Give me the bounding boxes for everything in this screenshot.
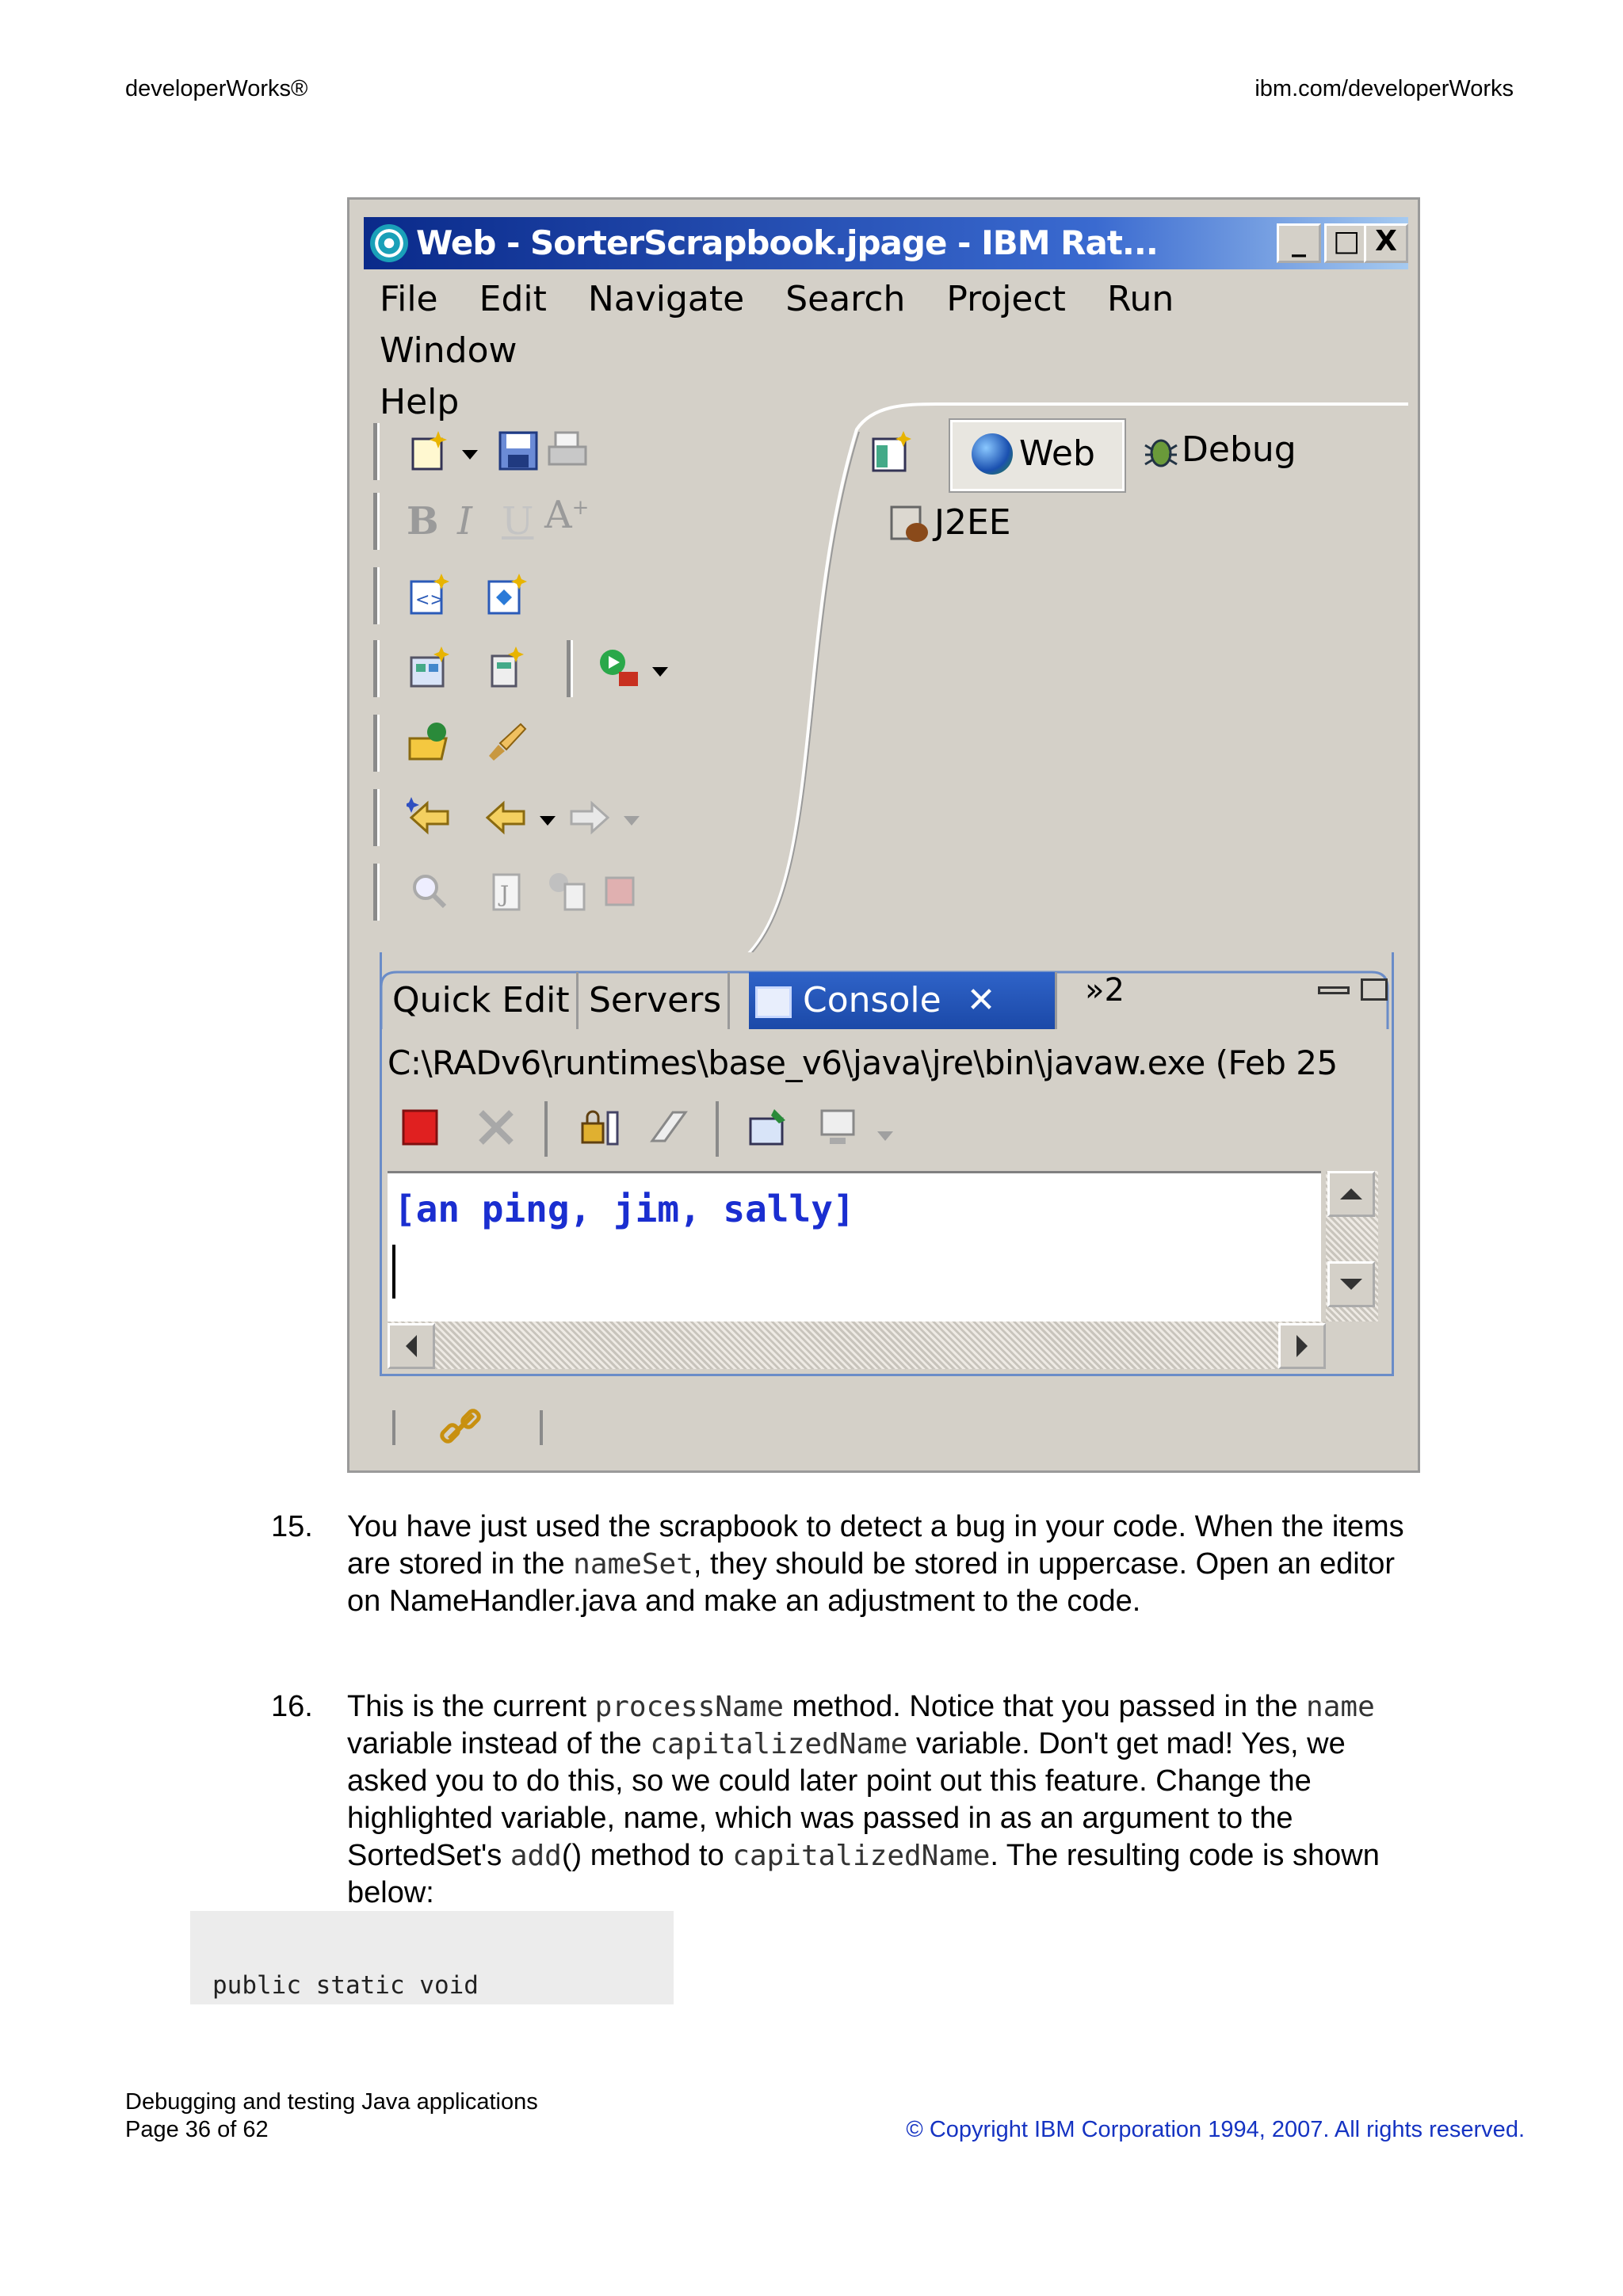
close-button[interactable]: X — [1364, 223, 1408, 263]
java-file-icon[interactable] — [484, 868, 530, 914]
save-icon[interactable] — [495, 428, 541, 474]
underline-icon[interactable]: U — [502, 499, 534, 543]
dropdown-arrow-icon[interactable] — [624, 816, 640, 826]
console-output[interactable] — [388, 1171, 1321, 1324]
menu-search[interactable]: Search — [785, 279, 906, 319]
toolbar-grip[interactable] — [373, 423, 380, 480]
java-bean-icon — [887, 502, 934, 547]
tab-console[interactable]: Console ✕ — [749, 972, 1057, 1029]
display-console-icon[interactable] — [815, 1104, 861, 1150]
brush-icon[interactable] — [484, 719, 530, 765]
toolbar-grip[interactable] — [373, 640, 380, 697]
minimize-view-icon[interactable] — [1318, 986, 1350, 994]
maximize-button[interactable]: □ — [1324, 223, 1369, 263]
window-title: Web - SorterScrapbook.jpage - IBM Rat... — [416, 223, 1158, 262]
perspective-debug[interactable]: Debug — [1140, 429, 1296, 472]
new-project-icon[interactable] — [407, 645, 453, 691]
scroll-down-button[interactable] — [1327, 1261, 1375, 1307]
last-edit-icon[interactable] — [407, 794, 453, 840]
toolbar-grip[interactable] — [373, 715, 380, 772]
dropdown-arrow-icon[interactable] — [877, 1131, 893, 1141]
minimize-button[interactable]: _ — [1277, 223, 1321, 263]
ide-screenshot — [347, 197, 1420, 1473]
link-icon[interactable] — [438, 1404, 484, 1450]
open-folder-icon[interactable] — [407, 719, 453, 765]
print-icon[interactable] — [544, 428, 590, 474]
menu-edit[interactable]: Edit — [479, 279, 547, 319]
bug-icon — [1140, 431, 1182, 472]
app-icon — [370, 224, 408, 262]
header-brand: developerWorks® — [125, 76, 308, 101]
back-icon[interactable] — [483, 794, 529, 840]
step-number: 15. — [271, 1510, 313, 1543]
perspective-j2ee[interactable]: J2EE — [887, 502, 1011, 547]
scroll-left-button[interactable] — [388, 1323, 435, 1369]
overflow-tabs[interactable]: »2 — [1085, 972, 1125, 1009]
toolbar-grip[interactable] — [373, 493, 380, 550]
menu-help[interactable]: Help — [380, 382, 460, 422]
header-site: ibm.com/developerWorks — [1254, 76, 1514, 101]
new-html-icon[interactable] — [407, 572, 453, 618]
tab-servers[interactable]: Servers — [582, 972, 730, 1029]
console-process-label: C:\RADv6\runtimes\base_v6\java\jre\bin\javaw.exe (Feb 25 — [388, 1043, 1338, 1082]
toolbar-grip[interactable] — [373, 789, 380, 846]
pin-console-icon[interactable] — [746, 1104, 792, 1150]
dropdown-arrow-icon[interactable] — [652, 667, 668, 677]
scroll-up-button[interactable] — [1327, 1171, 1375, 1217]
new-wizard-icon[interactable] — [407, 428, 453, 474]
menu-project[interactable]: Project — [946, 279, 1066, 319]
close-tab-icon[interactable]: ✕ — [966, 980, 996, 1020]
statusbar-grip — [392, 1410, 395, 1445]
toolbar-grip[interactable] — [567, 640, 573, 697]
new-class-icon[interactable] — [484, 645, 530, 691]
java-run-icon[interactable] — [544, 868, 590, 914]
dropdown-arrow-icon[interactable] — [540, 816, 556, 826]
scroll-lock-icon[interactable] — [578, 1104, 624, 1150]
view-tabs — [381, 956, 1389, 1029]
toolbar-grip[interactable] — [373, 567, 380, 624]
console-icon — [755, 986, 792, 1018]
globe-icon — [972, 433, 1013, 475]
title-bar — [364, 217, 1408, 269]
maximize-view-icon[interactable] — [1361, 978, 1388, 1001]
toolbar-grip[interactable] — [373, 864, 380, 921]
toolbar-separator — [716, 1101, 719, 1157]
dropdown-arrow-icon[interactable] — [462, 450, 478, 460]
bold-icon[interactable]: B — [407, 499, 439, 543]
svg-text:J: J — [500, 881, 510, 907]
console-output-line: [an ping, jim, sally] — [394, 1188, 855, 1230]
footer-page-number: Page 36 of 62 — [125, 2117, 269, 2142]
stop-icon[interactable] — [597, 868, 643, 914]
clear-console-icon[interactable] — [644, 1104, 690, 1150]
menu-navigate[interactable]: Navigate — [587, 279, 745, 319]
perspective-web[interactable]: Web — [950, 420, 1125, 491]
footer-copyright[interactable]: © Copyright IBM Corporation 1994, 2007. All rights reserved. — [906, 2117, 1525, 2142]
svg-text:<>: <> — [415, 590, 445, 610]
new-jsp-icon[interactable] — [484, 572, 530, 618]
scroll-right-button[interactable] — [1278, 1323, 1326, 1369]
run-server-icon[interactable] — [597, 645, 643, 691]
terminate-icon[interactable] — [397, 1104, 443, 1150]
horizontal-scrollbar[interactable] — [388, 1322, 1326, 1369]
menu-run[interactable]: Run — [1106, 279, 1174, 319]
step-number: 16. — [271, 1690, 313, 1723]
code-line: public static void — [212, 1971, 479, 2000]
tab-quick-edit[interactable]: Quick Edit — [386, 972, 579, 1029]
step-text: This is the current processName method. Notice that you passed in the name variable instead of the capitalizedName variable. Don't get mad! Yes, we asked you to do this, so we could later point out this feature. Change the highlighted variable, name, which was passed in as an argument to the SortedSet's add() method to capitalizedName. The resulting code is shown below: — [347, 1690, 1380, 1909]
remove-launch-icon[interactable] — [473, 1104, 519, 1150]
code-block — [190, 1911, 674, 2004]
search-icon[interactable] — [407, 868, 453, 914]
font-size-icon[interactable]: A+ — [544, 493, 590, 537]
italic-icon[interactable]: I — [457, 499, 472, 543]
step-text: You have just used the scrapbook to detect a bug in your code. When the items are stored in the nameSet, they should be stored in uppercase. Open an editor on NameHandler.java and make an adjustment to the code. — [347, 1510, 1404, 1618]
text-caret — [392, 1245, 395, 1299]
footer-title: Debugging and testing Java applications — [125, 2089, 538, 2115]
menu-file[interactable]: File — [380, 279, 438, 319]
open-perspective-icon[interactable] — [869, 429, 915, 475]
menu-window[interactable]: Window — [380, 330, 517, 371]
toolbar-separator — [544, 1101, 548, 1157]
vertical-scrollbar[interactable] — [1326, 1171, 1378, 1322]
statusbar-grip — [540, 1410, 543, 1445]
forward-icon[interactable] — [567, 794, 613, 840]
